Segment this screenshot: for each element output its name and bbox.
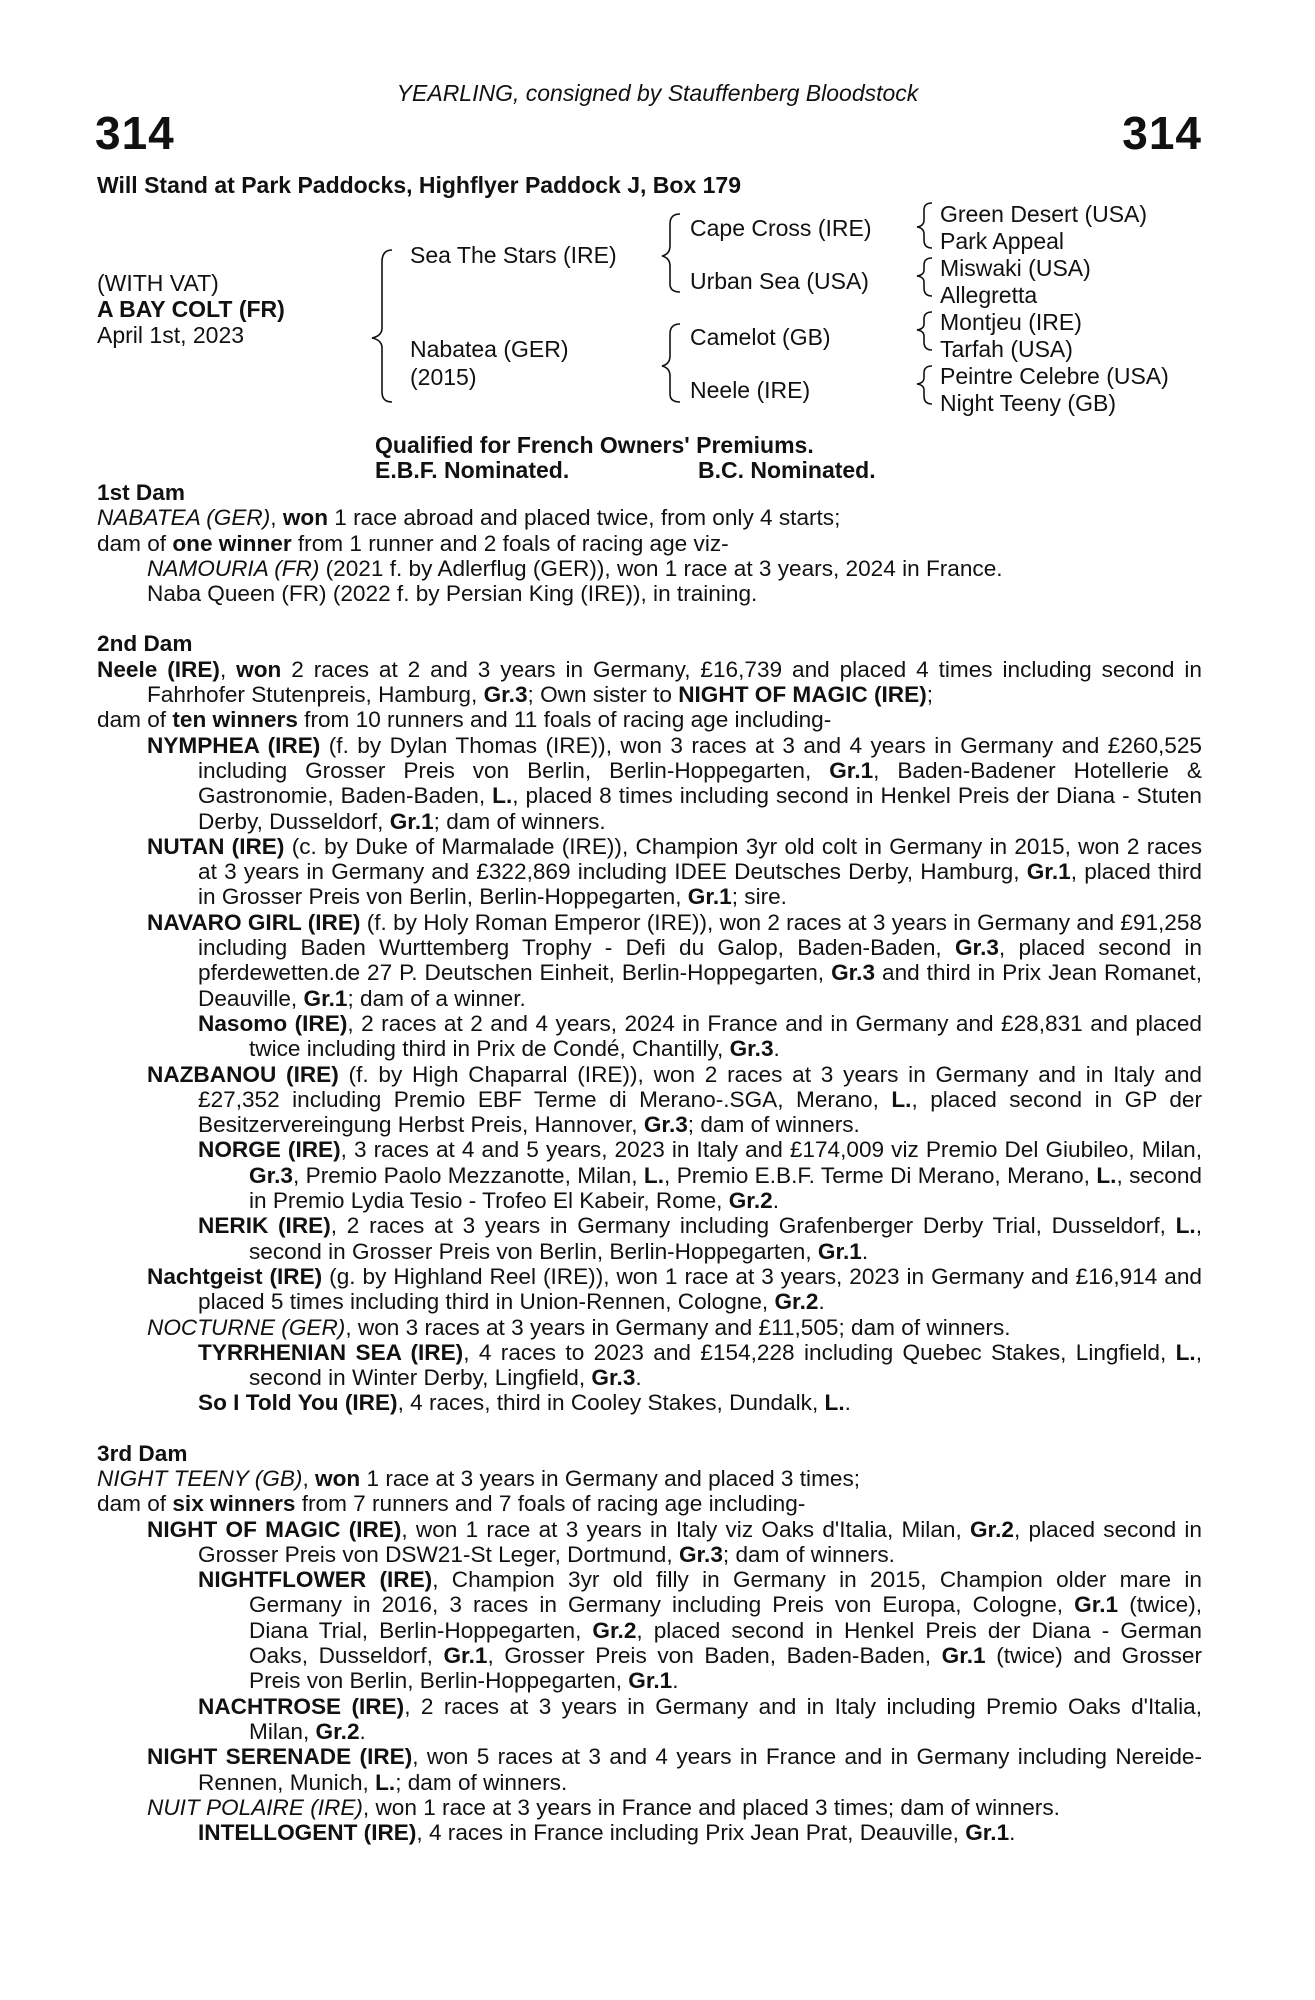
- grandproduce-tyrrhenian-sea: TYRRHENIAN SEA (IRE), 4 races to 2023 and £154,228 including Quebec Stakes, Lingfield, L., second in Winter Derby, Lingfield, Gr.3.: [198, 1339, 1202, 1391]
- grandproduce-nightflower: NIGHTFLOWER (IRE), Champion 3yr old filly in Germany in 2015, Champion older mare in Germany in 2016, 3 races in Germany including Preis von Europa, Cologne, Gr.1 (twice), Diana Trial, Berlin-Hoppegarten, Gr.2, placed second in Henkel Preis der Diana - German Oaks, Dusseldorf, Gr.1, Grosser Preis von Baden, Baden-Baden, Gr.1 (twice) and Grosser Preis von Berlin, Berlin-Hoppegarten, Gr.1.: [198, 1567, 1203, 1694]
- grandproduce-nasomo: Nasomo (IRE), 2 races at 2 and 4 years, 2024 in France and in Germany and £28,831 and placed twice including third in Prix de Condé, Chantilly, Gr.3.: [198, 1010, 1202, 1062]
- produce-navaro-girl: NAVARO GIRL (IRE) (f. by Holy Roman Emperor (IRE)), won 2 races at 3 years in Germany and £91,258 including Baden Wurttemberg Trophy - Defi du Galop, Baden-Baden, Gr.3, placed second in pferdewetten.de 27 P. Deutschen Einheit, Berlin-Hoppegarten, Gr.3 and third in Prix Jean Romanet, Deauville, Gr.1; dam of a winner.: [147, 909, 1202, 1011]
- produce-nazbanou: NAZBANOU (IRE) (f. by High Chaparral (IRE)), won 2 races at 3 years in Germany and in Italy and £27,352 including Premio EBF Terme di Merano-.SGA, Merano, L., placed second in GP der Besitzervereingung Herbst Preis, Hannover, Gr.3; dam of winners.: [147, 1061, 1202, 1138]
- dam-sire: Camelot (GB): [690, 324, 831, 350]
- sire: Sea The Stars (IRE): [410, 242, 617, 268]
- produce-nachtgeist: Nachtgeist (IRE) (g. by Highland Reel (IRE)), won 1 race at 3 years, 2023 in Germany and £16,914 and placed 5 times including third in Union-Rennen, Cologne, Gr.2.: [147, 1263, 1202, 1315]
- grandproduce-so-i-told-you: So I Told You (IRE), 4 races, third in Cooley Stakes, Dundalk, L..: [198, 1390, 851, 1416]
- grandproduce-norge: NORGE (IRE), 3 races at 4 and 5 years, 2023 in Italy and £174,009 viz Premio Del Giubileo, Milan, Gr.3, Premio Paolo Mezzanotte, Milan, L., Premio E.B.F. Terme Di Merano, Merano, L., second in Premio Lydia Tesio - Trofeo El Kabeir, Rome, Gr.2.: [198, 1137, 1202, 1214]
- horse-dob: April 1st, 2023: [97, 322, 245, 348]
- produce-naba-queen: Naba Queen (FR) (2022 f. by Persian King (IRE)), in training.: [147, 581, 758, 607]
- dam-year: (2015): [410, 364, 477, 390]
- horse-name: A BAY COLT (FR): [97, 296, 285, 322]
- dss: Montjeu (IRE): [940, 309, 1082, 335]
- first-dam-produce-summary: dam of one winner from 1 runner and 2 foals of racing age viz-: [97, 530, 729, 556]
- dsd: Tarfah (USA): [940, 336, 1073, 362]
- vat-note: (WITH VAT): [97, 270, 219, 296]
- stand-location: Will Stand at Park Paddocks, Highflyer Paddock J, Box 179: [97, 172, 741, 198]
- third-dam-heading: 3rd Dam: [97, 1440, 188, 1466]
- sds: Miswaki (USA): [940, 255, 1091, 281]
- bc-note: B.C. Nominated.: [698, 457, 876, 483]
- ddd: Night Teeny (GB): [940, 390, 1116, 416]
- sss: Green Desert (USA): [940, 201, 1148, 227]
- sire-bracket: [662, 214, 680, 292]
- grandproduce-nerik: NERIK (IRE), 2 races at 3 years in Germany including Grafenberger Derby Trial, Dusseldorf, L., second in Grosser Preis von Berlin, Berlin-Hoppegarten, Gr.1.: [198, 1213, 1202, 1264]
- ss-bracket: [917, 203, 932, 248]
- sdd: Allegretta: [940, 282, 1038, 308]
- sire-dam: Urban Sea (USA): [690, 268, 869, 294]
- produce-night-of-magic: NIGHT OF MAGIC (IRE), won 1 race at 3 years in Italy viz Oaks d'Italia, Milan, Gr.2, placed second in Grosser Preis von DSW21-St Leger, Dortmund, Gr.3; dam of winners.: [147, 1516, 1202, 1567]
- sire-sire: Cape Cross (IRE): [690, 215, 872, 241]
- qualified-note: Qualified for French Owners' Premiums.: [375, 432, 814, 458]
- sd-bracket: [917, 258, 932, 296]
- main-bracket: [372, 250, 392, 402]
- grandproduce-intellogent: INTELLOGENT (IRE), 4 races in France including Prix Jean Prat, Deauville, Gr.1.: [198, 1820, 1016, 1846]
- produce-nutan: NUTAN (IRE) (c. by Duke of Marmalade (IRE)), Champion 3yr old colt in Germany in 2015, won 2 races at 3 years in Germany and £322,869 including IDEE Deutsches Derby, Hamburg, Gr.1, placed third in Grosser Preis von Berlin, Berlin-Hoppegarten, Gr.1; sire.: [147, 833, 1202, 910]
- produce-namouria: NAMOURIA (FR) (2021 f. by Adlerflug (GER)), won 1 race at 3 years, 2024 in France.: [147, 555, 1003, 581]
- third-dam-produce-summary: dam of six winners from 7 runners and 7 foals of racing age including-: [97, 1491, 806, 1517]
- first-dam-record: NABATEA (GER), won 1 race abroad and placed twice, from only 4 starts;: [97, 505, 841, 531]
- dam-bracket: [662, 324, 680, 402]
- ds-bracket: [917, 312, 932, 350]
- catalogue-body: [97, 480, 1202, 1845]
- dam-dam: Neele (IRE): [690, 377, 811, 403]
- produce-nocturne: NOCTURNE (GER), won 3 races at 3 years in Germany and £11,505; dam of winners.: [147, 1314, 1011, 1340]
- dds: Peintre Celebre (USA): [940, 363, 1169, 389]
- second-dam-record: Neele (IRE), won 2 races at 2 and 3 years in Germany, £16,739 and placed 4 times including second in Fahrhofer Stutenpreis, Hamburg, Gr.3; Own sister to NIGHT OF MAGIC (IRE);: [97, 656, 1202, 708]
- ssd: Park Appeal: [940, 228, 1065, 254]
- produce-nymphea: NYMPHEA (IRE) (f. by Dylan Thomas (IRE)), won 3 races at 3 and 4 years in Germany and £260,525 including Grosser Preis von Berlin, Berlin-Hoppegarten, Gr.1, Baden-Badener Hotellerie & Gastronomie, Baden-Baden, L., placed 8 times including second in Henkel Preis der Diana - Stuten Derby, Dusseldorf, Gr.1; dam of winners.: [147, 732, 1202, 834]
- catalogue-subtitle: YEARLING, consigned by Stauffenberg Bloodstock: [396, 80, 919, 106]
- lot-number-left: 314: [95, 107, 175, 159]
- produce-nuit-polaire: NUIT POLAIRE (IRE), won 1 race at 3 years in France and placed 3 times; dam of winners.: [147, 1794, 1060, 1820]
- second-dam-produce-summary: dam of ten winners from 10 runners and 11 foals of racing age including-: [97, 707, 832, 733]
- dam: Nabatea (GER): [410, 336, 569, 362]
- ebf-note: E.B.F. Nominated.: [375, 457, 570, 483]
- lot-number-right: 314: [1122, 107, 1202, 159]
- first-dam-heading: 1st Dam: [97, 480, 185, 505]
- dd-bracket: [917, 366, 932, 404]
- second-dam-heading: 2nd Dam: [97, 631, 193, 657]
- grandproduce-nachtrose: NACHTROSE (IRE), 2 races at 3 years in Germany and in Italy including Premio Oaks d'Italia, Milan, Gr.2.: [198, 1693, 1202, 1744]
- produce-night-serenade: NIGHT SERENADE (IRE), won 5 races at 3 and 4 years in France and in Germany including Nereide-Rennen, Munich, L.; dam of winners.: [147, 1744, 1202, 1795]
- third-dam-record: NIGHT TEENY (GB), won 1 race at 3 years in Germany and placed 3 times;: [97, 1465, 861, 1491]
